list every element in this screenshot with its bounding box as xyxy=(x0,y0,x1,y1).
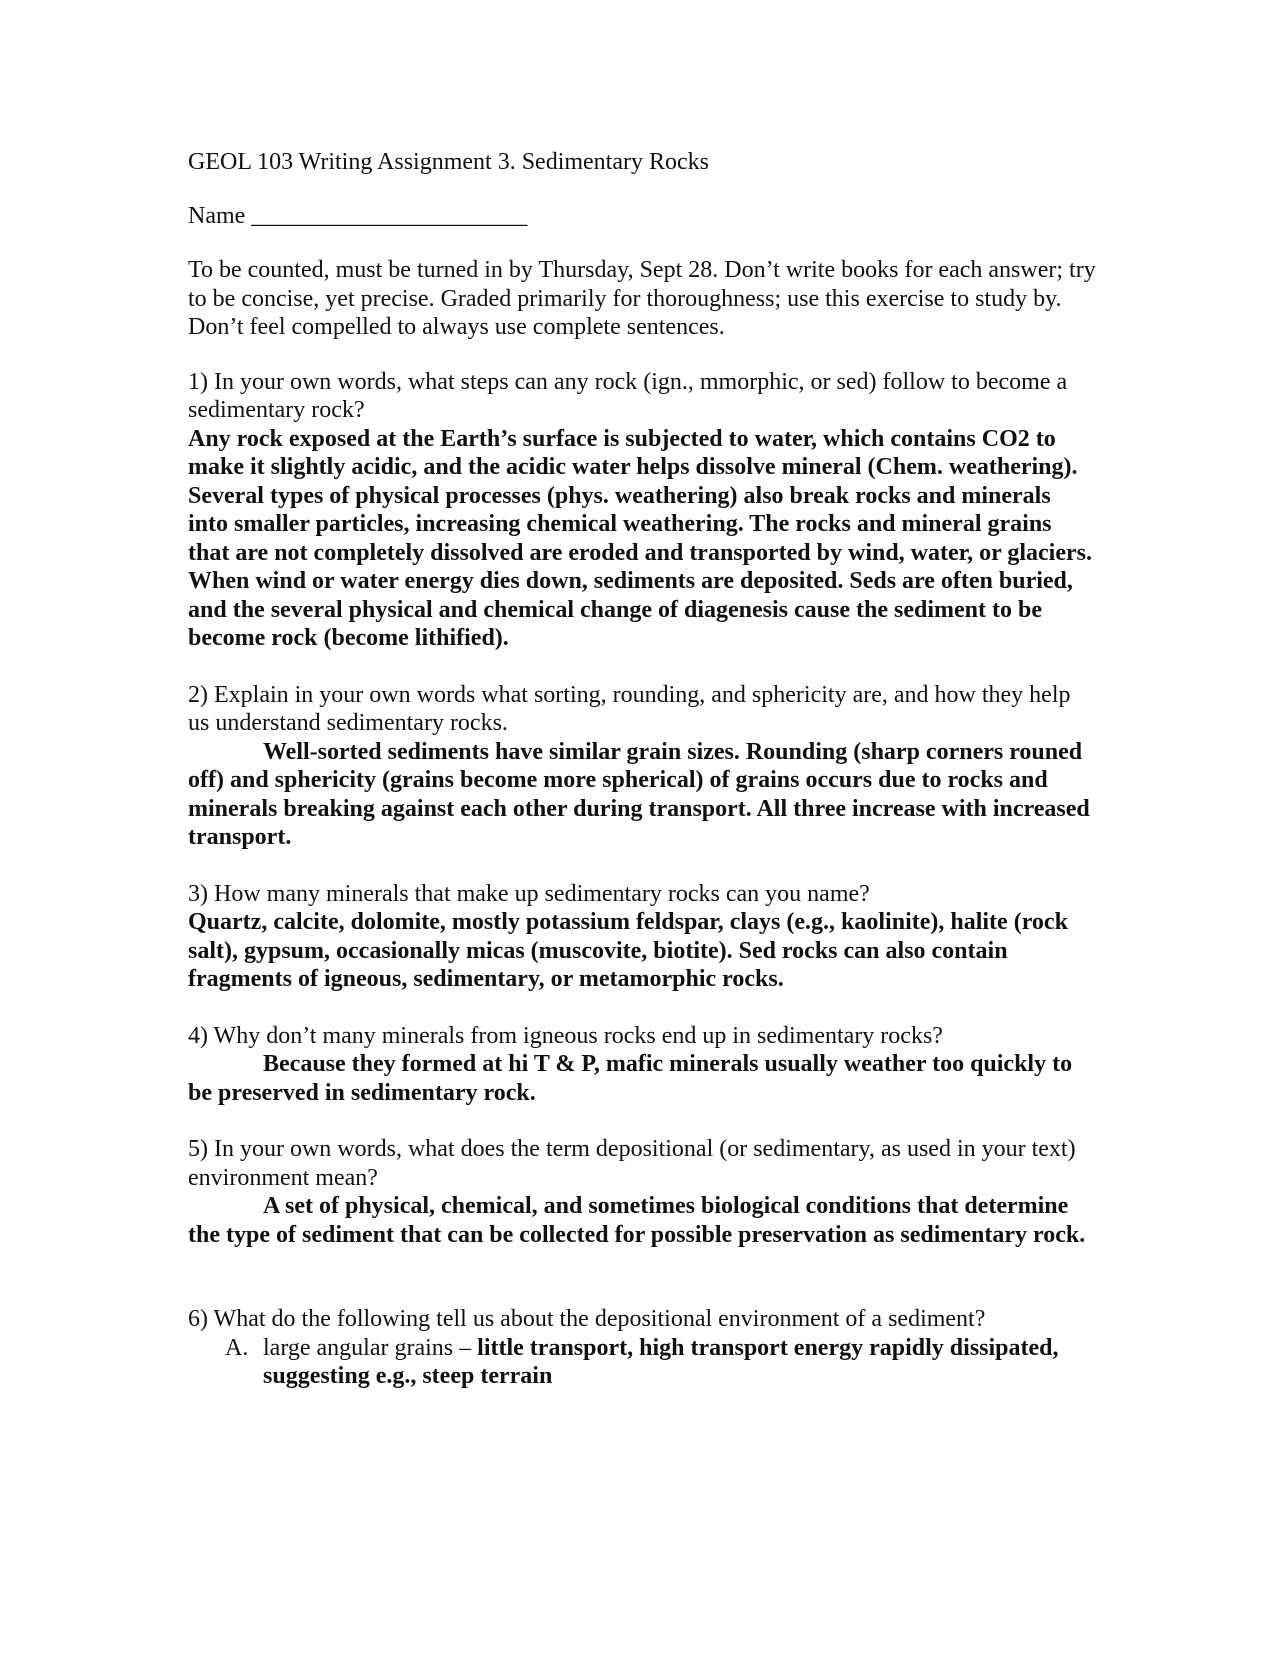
question-text: 5) In your own words, what does the term depositional (or sedimentary, as used in your text) environment mean? xyxy=(188,1136,1076,1191)
answer-text: A set of physical, chemical, and sometimes biological conditions that determine the type of sediment that can be collected for possible preservation as sedimentary rock. xyxy=(188,1193,1086,1248)
question-block-5 xyxy=(188,1135,1096,1249)
question-block-3 xyxy=(188,880,1096,994)
document-page xyxy=(188,148,1096,1391)
answer-text: Any rock exposed at the Earth’s surface is subjected to water, which contains CO2 to make it slightly acidic, and the acidic water helps dissolve mineral (Chem. weathering). Several types of physical processes (phys. weathering) also break rocks and minerals into smaller particles, increasing chemical weathering. The rocks and mineral grains that are not completely dissolved are eroded and transported by wind, water, or glaciers. When wind or water energy dies down, sediments are deposited. Seds are often buried, and the several physical and chemical change of diagenesis cause the sediment to be become rock (become lithified). xyxy=(188,425,1092,651)
instructions-paragraph: To be counted, must be turned in by Thursday, Sept 28. Don’t write books for each answer; try to be concise, yet precise. Graded primarily for thoroughness; use this exercise to study by. Don’t feel compelled to always use complete sentences. xyxy=(188,257,1096,340)
question-text: 4) Why don’t many minerals from igneous rocks end up in sedimentary rocks? xyxy=(188,1022,943,1049)
answer-text: Because they formed at hi T & P, mafic minerals usually weather too quickly to be preserved in sedimentary rock. xyxy=(188,1051,1073,1106)
answer-text: Quartz, calcite, dolomite, mostly potassium feldspar, clays (e.g., kaolinite), halite (rock salt), gypsum, occasionally micas (muscovite, biotite). Sed rocks can also contain fragments of igneous, sedimentary, or metamorphic rocks. xyxy=(188,909,1068,992)
question-text: 3) How many minerals that make up sedimentary rocks can you name? xyxy=(188,880,870,907)
question-block-6 xyxy=(188,1305,1096,1391)
answer-text: Well-sorted sediments have similar grain sizes. Rounding (sharp corners rouned off) and sphericity (grains become more spherical) of grains occurs due to rocks and minerals breaking against each other during transport. All three increase with increased transport. xyxy=(188,738,1090,850)
list-marker: A. xyxy=(225,1334,249,1361)
question-text: 6) What do the following tell us about the depositional environment of a sediment? xyxy=(188,1306,986,1332)
list-item xyxy=(188,1334,1096,1391)
question-text: 2) Explain in your own words what sorting, rounding, and sphericity are, and how they help us understand sedimentary rocks. xyxy=(188,681,1071,736)
answer-text: little transport, high transport energy rapidly dissipated, suggesting e.g., steep terrain xyxy=(263,1334,1059,1389)
question-block-1 xyxy=(188,368,1096,653)
question-text: 1) In your own words, what steps can any rock (ign., mmorphic, or sed) follow to become a sedimentary rock? xyxy=(188,368,1068,423)
sub-question-list xyxy=(188,1334,1096,1391)
sub-question-prompt: large angular grains – xyxy=(263,1334,478,1361)
question-block-2 xyxy=(188,681,1096,852)
assignment-title: GEOL 103 Writing Assignment 3. Sedimentary Rocks xyxy=(188,149,709,175)
question-block-4 xyxy=(188,1022,1096,1108)
name-field-line: Name _______________________ xyxy=(188,202,528,229)
